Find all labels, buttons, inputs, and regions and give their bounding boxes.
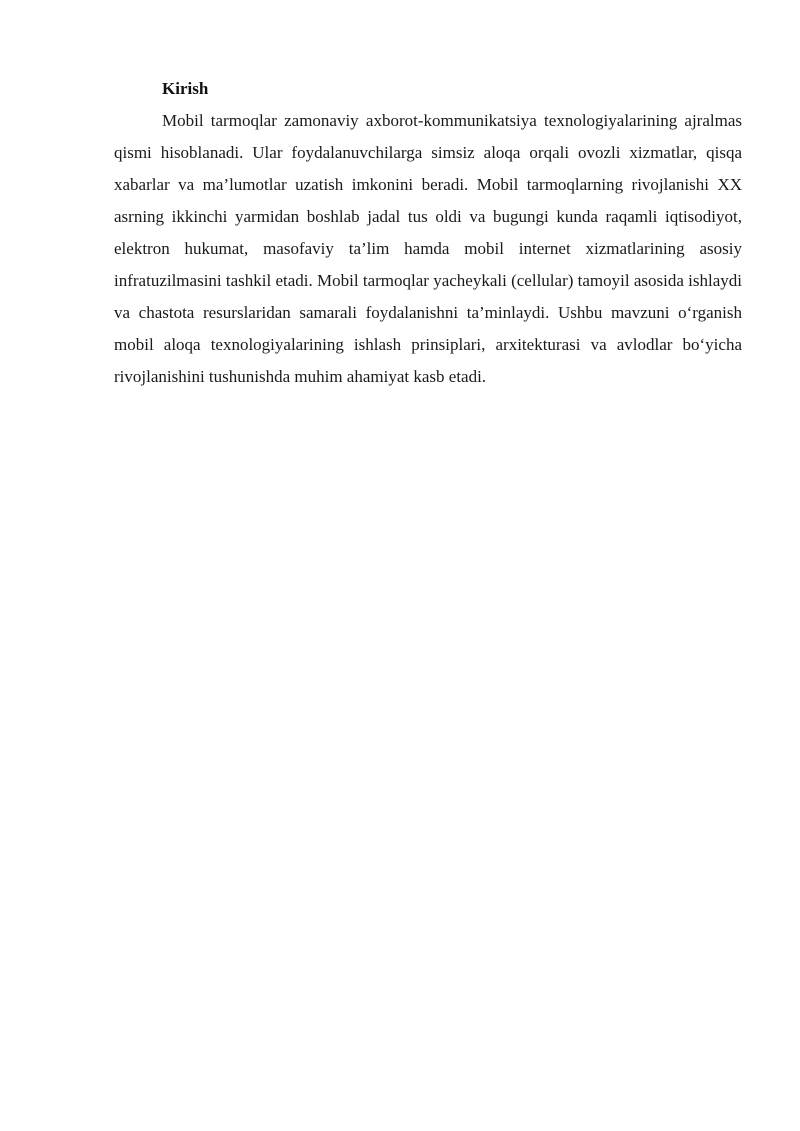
- section-heading: Kirish: [162, 79, 209, 98]
- body-paragraph: Mobil tarmoqlar zamonaviy axborot-kommunikatsiya texnologiyalarining ajralmas qismi hisoblanadi. Ular foydalanuvchilarga simsiz aloqa orqali ovozli xizmatlar, qisqa xabarlar va ma’lumotlar uzatish imkonini beradi. Mobil tarmoqlarning rivojlanishi XX asrning ikkinchi yarmidan boshlab jadal tus oldi va bugungi kunda raqamli iqtisodiyot, elektron hukumat, masofaviy ta’lim hamda mobil internet xizmatlarining asosiy infratuzilmasini tashkil etadi. Mobil tarmoqlar yacheykali (cellular) tamoyil asosida ishlaydi va chastota resurslaridan samarali foydalanishni ta’minlaydi. Ushbu mavzuni o‘rganish mobil aloqa texnologiyalarining ishlash prinsiplari, arxitekturasi va avlodlar bo‘yicha rivojlanishini tushunishda muhim ahamiyat kasb etadi.: [114, 111, 742, 386]
- document-body: [114, 73, 742, 393]
